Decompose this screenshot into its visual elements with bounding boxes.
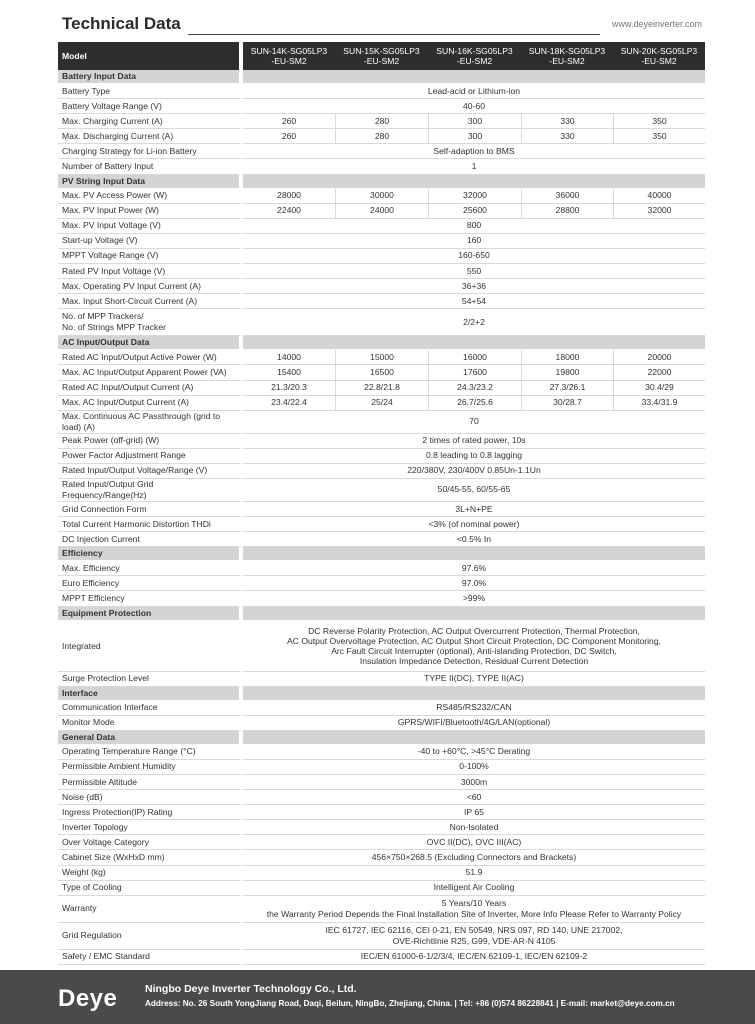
spec-row <box>58 672 705 687</box>
spec-label: Total Current Harmonic Distortion THDi <box>58 517 243 532</box>
model-name-line2: -EU-SM2 <box>641 56 677 66</box>
section-header-row <box>58 687 705 701</box>
spec-value: 70 <box>243 411 705 434</box>
spec-label: Charging Strategy for Li-ion Battery <box>58 144 243 159</box>
spec-value: 25/24 <box>335 396 428 411</box>
spec-label: Inverter Topology <box>58 820 243 835</box>
spec-label: Max. AC Input/Output Current (A) <box>58 396 243 411</box>
spec-value: 350 <box>613 114 705 129</box>
spec-value: >99% <box>243 591 705 606</box>
spec-value: TYPE II(DC), TYPE II(AC) <box>243 672 705 687</box>
deye-logo: Deye <box>58 985 118 1012</box>
spec-value: 3L+N+PE <box>243 502 705 517</box>
spec-value: 15000 <box>335 350 428 365</box>
section-filler <box>243 547 705 561</box>
spec-label: Number of Battery Input <box>58 159 243 174</box>
spec-row <box>58 561 705 576</box>
spec-row <box>58 464 705 479</box>
spec-row <box>58 716 705 731</box>
spec-row <box>58 576 705 591</box>
spec-label: Rated Input/Output Voltage/Range (V) <box>58 464 243 479</box>
spec-label: Communication Interface <box>58 701 243 716</box>
spec-value: <60 <box>243 790 705 805</box>
model-name <box>521 42 613 70</box>
spec-row <box>58 850 705 865</box>
spec-value: RS485/RS232/CAN <box>243 701 705 716</box>
title-rule <box>188 34 600 35</box>
spec-value: 19800 <box>521 365 613 380</box>
spec-value: -40 to +60°C, >45°C Derating <box>243 745 705 760</box>
spec-row <box>58 835 705 850</box>
spec-row <box>58 923 705 950</box>
spec-value: 550 <box>243 264 705 279</box>
spec-row <box>58 129 705 144</box>
model-name-line1: SUN-18K-SG05LP3 <box>528 46 606 56</box>
page-footer <box>0 970 755 1024</box>
spec-label: Max. Discharging Current (A) <box>58 129 243 144</box>
section-header-row <box>58 70 705 84</box>
spec-value: 220/380V, 230/400V 0.85Un-1.1Un <box>243 464 705 479</box>
section-header-row <box>58 547 705 561</box>
model-name-line1: SUN-20K-SG05LP3 <box>620 46 698 56</box>
spec-row <box>58 381 705 396</box>
spec-value: 280 <box>335 129 428 144</box>
spec-row <box>58 621 705 672</box>
spec-label: Rated Input/Output Grid Frequency/Range(Hz) <box>58 479 243 502</box>
model-label: Model <box>58 42 243 70</box>
spec-value: 5 Years/10 Years the Warranty Period Depends the Final Installation Site of Inverter, More Info Please Refer to Warranty Policy <box>243 896 705 923</box>
spec-label: Max. AC Input/Output Apparent Power (VA) <box>58 365 243 380</box>
spec-label: Permissible Ambient Humidity <box>58 760 243 775</box>
model-name-line2: -EU-SM2 <box>271 56 307 66</box>
spec-label: MPPT Voltage Range (V) <box>58 249 243 264</box>
page-title: Technical Data <box>62 14 181 33</box>
spec-row <box>58 866 705 881</box>
spec-row <box>58 760 705 775</box>
spec-label: Rated AC Input/Output Active Power (W) <box>58 350 243 365</box>
spec-value: GPRS/WIFI/Bluetooth/4G/LAN(optional) <box>243 716 705 731</box>
website-url: www.deyeinverter.com <box>611 19 702 29</box>
spec-value: 26.7/25.6 <box>428 396 521 411</box>
spec-label: Type of Cooling <box>58 881 243 896</box>
spec-row <box>58 820 705 835</box>
spec-row <box>58 479 705 502</box>
spec-value: 260 <box>243 114 335 129</box>
spec-value: 16500 <box>335 365 428 380</box>
section-filler <box>243 607 705 621</box>
spec-row <box>58 350 705 365</box>
spec-label: MPPT Efficiency <box>58 591 243 606</box>
spec-row <box>58 264 705 279</box>
section-filler <box>243 70 705 84</box>
spec-row <box>58 144 705 159</box>
spec-value: 456×750×268.5 (Excluding Connectors and Brackets) <box>243 850 705 865</box>
section-filler <box>243 687 705 701</box>
spec-value: 22400 <box>243 204 335 219</box>
spec-row <box>58 234 705 249</box>
spec-label: Battery Voltage Range (V) <box>58 99 243 114</box>
spec-value: 97.0% <box>243 576 705 591</box>
spec-row <box>58 701 705 716</box>
spec-row <box>58 881 705 896</box>
section-filler <box>243 175 705 189</box>
spec-value: 22000 <box>613 365 705 380</box>
spec-value: 30/28.7 <box>521 396 613 411</box>
model-name-line2: -EU-SM2 <box>456 56 493 66</box>
spec-value: 54+54 <box>243 294 705 309</box>
spec-label: Max. PV Input Voltage (V) <box>58 219 243 234</box>
spec-table <box>58 42 705 965</box>
page-header <box>62 14 702 40</box>
spec-label: Noise (dB) <box>58 790 243 805</box>
spec-value: Non-Isolated <box>243 820 705 835</box>
company-name: Ningbo Deye Inverter Technology Co., Ltd. <box>145 983 357 995</box>
spec-value: 27.3/26.1 <box>521 381 613 396</box>
spec-value: 160 <box>243 234 705 249</box>
spec-label: Max. Continuous AC Passthrough (grid to load) (A) <box>58 411 243 434</box>
spec-label: Max. PV Input Power (W) <box>58 204 243 219</box>
spec-label: Euro Efficiency <box>58 576 243 591</box>
spec-value: 300 <box>428 114 521 129</box>
model-name-line1: SUN-15K-SG05LP3 <box>343 46 420 56</box>
spec-value: 16000 <box>428 350 521 365</box>
spec-value: 0-100% <box>243 760 705 775</box>
spec-value: 24000 <box>335 204 428 219</box>
spec-value: 350 <box>613 129 705 144</box>
spec-row <box>58 591 705 606</box>
spec-value: Self-adaption to BMS <box>243 144 705 159</box>
spec-label: Rated PV Input Voltage (V) <box>58 264 243 279</box>
spec-label: Ingress Protection(IP) Rating <box>58 805 243 820</box>
spec-row <box>58 449 705 464</box>
spec-value: 0.8 leading to 0.8 lagging <box>243 449 705 464</box>
spec-row <box>58 294 705 309</box>
spec-value: <3% (of nominal power) <box>243 517 705 532</box>
spec-value: 22.8/21.8 <box>335 381 428 396</box>
spec-value: 15400 <box>243 365 335 380</box>
spec-value: 18000 <box>521 350 613 365</box>
model-name <box>335 42 428 70</box>
model-name <box>428 42 521 70</box>
spec-row <box>58 396 705 411</box>
spec-label: Monitor Mode <box>58 716 243 731</box>
spec-label: Permissible Altitude <box>58 775 243 790</box>
section-header-row <box>58 175 705 189</box>
spec-label: Start-up Voltage (V) <box>58 234 243 249</box>
spec-row <box>58 84 705 99</box>
model-name-line2: -EU-SM2 <box>363 56 400 66</box>
spec-row <box>58 502 705 517</box>
spec-row <box>58 950 705 965</box>
spec-value: 800 <box>243 219 705 234</box>
spec-label: Max. PV Access Power (W) <box>58 189 243 204</box>
spec-label: Safety / EMC Standard <box>58 950 243 965</box>
spec-value: 17600 <box>428 365 521 380</box>
spec-row <box>58 204 705 219</box>
spec-value: 23.4/22.4 <box>243 396 335 411</box>
section-header-row <box>58 731 705 745</box>
spec-row <box>58 745 705 760</box>
section-title: AC Input/Output Data <box>58 336 243 350</box>
spec-label: Max. Input Short-Circuit Current (A) <box>58 294 243 309</box>
section-filler <box>243 731 705 745</box>
spec-row <box>58 896 705 923</box>
spec-label: Max. Efficiency <box>58 561 243 576</box>
spec-row <box>58 159 705 174</box>
spec-label: Grid Regulation <box>58 923 243 950</box>
spec-value: 30.4/29 <box>613 381 705 396</box>
section-filler <box>243 336 705 350</box>
section-title: PV String Input Data <box>58 175 243 189</box>
spec-value: 24.3/23.2 <box>428 381 521 396</box>
model-name-line1: SUN-16K-SG05LP3 <box>436 46 513 56</box>
spec-row <box>58 790 705 805</box>
spec-value: <0.5% In <box>243 532 705 547</box>
section-title: Efficiency <box>58 547 243 561</box>
spec-label: Over Voltage Category <box>58 835 243 850</box>
spec-row <box>58 517 705 532</box>
spec-row <box>58 279 705 294</box>
spec-row <box>58 365 705 380</box>
spec-label: Peak Power (off-grid) (W) <box>58 434 243 449</box>
model-name <box>613 42 705 70</box>
section-title: Equipment Protection <box>58 607 243 621</box>
spec-value: IEC 61727, IEC 62116, CEI 0-21, EN 50549, NRS 097, RD 140, UNE 217002, OVE-Richtlinie R25, G99, VDE-AR-N 4105 <box>243 923 705 950</box>
spec-value: DC Reverse Polarity Protection, AC Output Overcurrent Protection, Thermal Protection, AC Output Overvoltage Protection, AC Output Short Circuit Protection, DC Component Monitoring, Arc Fault Circuit Interrupter (optional), Anti-islanding Protection, DC Switch, Insulation Impedance Detection, Residual Current Detection <box>243 621 705 672</box>
spec-row <box>58 411 705 434</box>
spec-value: 300 <box>428 129 521 144</box>
spec-value: 40-60 <box>243 99 705 114</box>
spec-row <box>58 219 705 234</box>
spec-label: No. of MPP Trackers/ No. of Strings MPP Tracker <box>58 309 243 336</box>
spec-value: 330 <box>521 129 613 144</box>
spec-label: Integrated <box>58 621 243 672</box>
spec-value: 30000 <box>335 189 428 204</box>
spec-value: 51.9 <box>243 866 705 881</box>
spec-row <box>58 189 705 204</box>
spec-label: Weight (kg) <box>58 866 243 881</box>
spec-value: 25600 <box>428 204 521 219</box>
spec-value: 28000 <box>243 189 335 204</box>
spec-value: 1 <box>243 159 705 174</box>
section-title: General Data <box>58 731 243 745</box>
spec-label: Power Factor Adjustment Range <box>58 449 243 464</box>
model-name <box>243 42 335 70</box>
spec-value: 2 times of rated power, 10s <box>243 434 705 449</box>
spec-value: IP 65 <box>243 805 705 820</box>
spec-table-body <box>58 42 705 965</box>
spec-row <box>58 532 705 547</box>
spec-value: 20000 <box>613 350 705 365</box>
section-title: Interface <box>58 687 243 701</box>
spec-value: Lead-acid or Lithium-ion <box>243 84 705 99</box>
spec-value: 97.6% <box>243 561 705 576</box>
spec-value: 36000 <box>521 189 613 204</box>
spec-label: Operating Temperature Range (°C) <box>58 745 243 760</box>
model-header-row <box>58 42 705 70</box>
model-name-line2: -EU-SM2 <box>549 56 585 66</box>
spec-value: 28800 <box>521 204 613 219</box>
spec-value: 330 <box>521 114 613 129</box>
spec-label: Rated AC Input/Output Current (A) <box>58 381 243 396</box>
spec-value: 14000 <box>243 350 335 365</box>
spec-label: Max. Operating PV Input Current (A) <box>58 279 243 294</box>
spec-label: Warranty <box>58 896 243 923</box>
spec-label: Battery Type <box>58 84 243 99</box>
spec-value: 50/45-55, 60/55-65 <box>243 479 705 502</box>
spec-row <box>58 775 705 790</box>
spec-value: 32000 <box>613 204 705 219</box>
section-header-row <box>58 336 705 350</box>
spec-value: 40000 <box>613 189 705 204</box>
spec-row <box>58 434 705 449</box>
section-header-row <box>58 607 705 621</box>
spec-row <box>58 99 705 114</box>
spec-value: 2/2+2 <box>243 309 705 336</box>
spec-label: Grid Connection Form <box>58 502 243 517</box>
section-title: Battery Input Data <box>58 70 243 84</box>
spec-value: 32000 <box>428 189 521 204</box>
spec-label: Surge Protection Level <box>58 672 243 687</box>
spec-value: 36+36 <box>243 279 705 294</box>
spec-row <box>58 114 705 129</box>
spec-label: DC Injection Current <box>58 532 243 547</box>
spec-value: 33.4/31.9 <box>613 396 705 411</box>
spec-value: IEC/EN 61000-6-1/2/3/4, IEC/EN 62109-1, IEC/EN 62109-2 <box>243 950 705 965</box>
spec-value: 160-650 <box>243 249 705 264</box>
spec-value: 21.3/20.3 <box>243 381 335 396</box>
spec-value: Intelligent Air Cooling <box>243 881 705 896</box>
model-name-line1: SUN-14K-SG05LP3 <box>250 46 328 56</box>
spec-row <box>58 309 705 336</box>
spec-value: 280 <box>335 114 428 129</box>
spec-row <box>58 805 705 820</box>
spec-value: 260 <box>243 129 335 144</box>
spec-value: 3000m <box>243 775 705 790</box>
spec-row <box>58 249 705 264</box>
spec-value: OVC II(DC), OVC III(AC) <box>243 835 705 850</box>
spec-label: Cabinet Size (WxHxD mm) <box>58 850 243 865</box>
spec-label: Max. Charging Current (A) <box>58 114 243 129</box>
company-address: Address: No. 26 South YongJiang Road, Daqi, Beilun, NingBo, Zhejiang, China. | Tel: +86 (0)574 86228841 | E-mail: market@deye.com.cn <box>145 999 675 1008</box>
